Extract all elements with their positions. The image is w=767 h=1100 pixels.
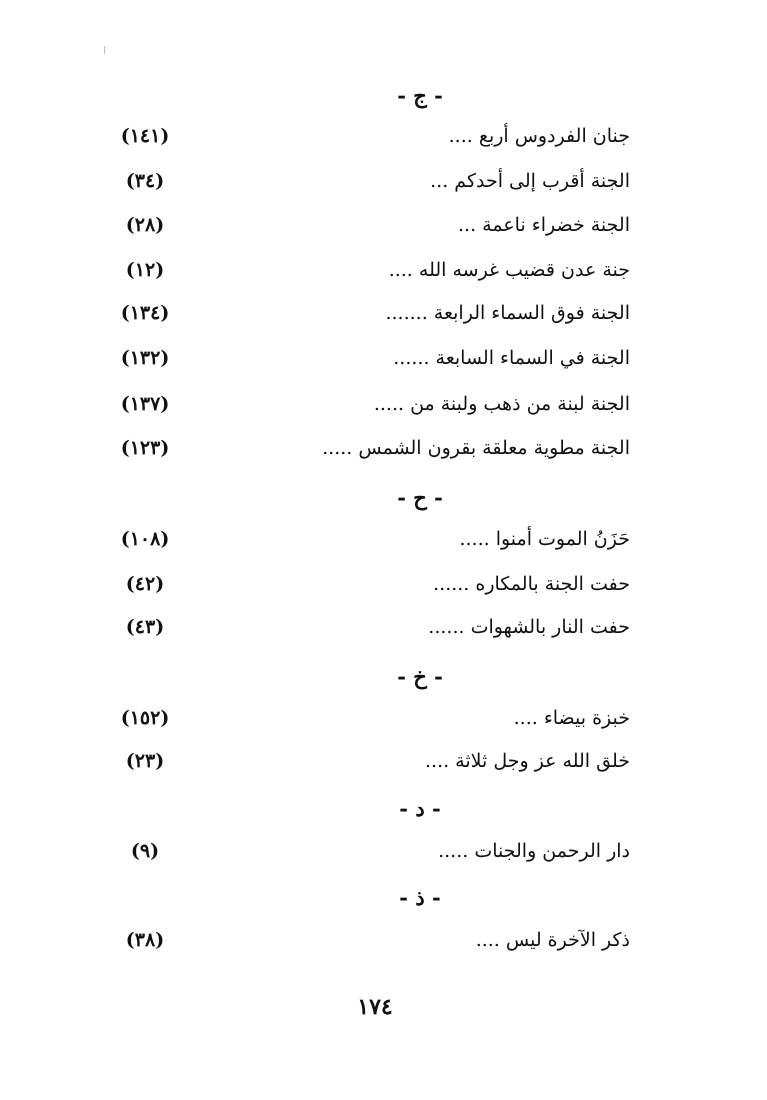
- entry-title: الجنة فوق السماء الرابعة .......: [385, 302, 630, 324]
- entry-title: حفت النار بالشهوات ......: [428, 616, 630, 638]
- index-entry: [100, 612, 630, 642]
- entry-number: (١٣٤): [120, 302, 170, 324]
- entry-number: (١٣٧): [120, 393, 170, 415]
- entry-number: (١٢): [125, 259, 165, 281]
- index-entry: [100, 925, 630, 955]
- entry-number: (١٢٣): [120, 437, 170, 459]
- section-header-dhal: - ذ -: [399, 885, 441, 910]
- entry-title: الجنة خضراء ناعمة ...: [458, 214, 630, 236]
- entry-title: خبزة بيضاء ....: [513, 707, 630, 729]
- index-entry: [100, 255, 630, 285]
- entry-title: ذكر الآخرة ليس ....: [475, 929, 630, 951]
- page-number: ١٧٤: [357, 994, 393, 1020]
- entry-title: خلق الله عز وجل ثلاثة ....: [424, 750, 630, 772]
- index-entry: [100, 524, 630, 554]
- entry-number: (١٤١): [120, 125, 170, 147]
- entry-number: (٢٣): [125, 750, 165, 772]
- entry-number: (٣٨): [125, 929, 165, 951]
- index-entry: [100, 703, 630, 733]
- index-entry: [100, 746, 630, 776]
- entry-number: (٤٢): [125, 573, 165, 595]
- entry-title: الجنة لبنة من ذهب ولبنة من .....: [373, 393, 630, 415]
- index-entry: [100, 298, 630, 328]
- entry-number: (٣٤): [125, 170, 165, 192]
- section-header-ha: - ح -: [397, 485, 443, 510]
- section-header-dal: - د -: [399, 796, 441, 821]
- index-entry: [100, 121, 630, 151]
- index-entry: [100, 210, 630, 240]
- index-entry: [100, 389, 630, 419]
- index-entry: [100, 166, 630, 196]
- entry-title: جنان الفردوس أربع ....: [448, 125, 630, 147]
- entry-title: الجنة أقرب إلى أحدكم ...: [430, 170, 630, 192]
- entry-title: حَزَنُ الموت أمنوا .....: [459, 528, 630, 550]
- entry-number: (٤٣): [125, 616, 165, 638]
- entry-number: (١٥٢): [120, 707, 170, 729]
- entry-title: حفت الجنة بالمكاره ......: [433, 573, 630, 595]
- index-entry: [100, 343, 630, 373]
- entry-number: (١٠٨): [120, 528, 170, 550]
- entry-number: (١٣٢): [120, 347, 170, 369]
- index-entry: [100, 433, 630, 463]
- entry-title: جنة عدن قضيب غرسه الله ....: [388, 259, 630, 281]
- section-header-jim: - ج -: [397, 83, 443, 108]
- margin-mark: [104, 46, 105, 54]
- entry-number: (٩): [130, 840, 160, 862]
- entry-title: دار الرحمن والجنات .....: [438, 840, 630, 862]
- index-entry: [100, 836, 630, 866]
- entry-title: الجنة مطوية معلقة بقرون الشمس .....: [322, 437, 630, 459]
- entry-title: الجنة في السماء السابعة ......: [393, 347, 630, 369]
- section-header-kha: - خ -: [397, 664, 443, 689]
- index-entry: [100, 569, 630, 599]
- entry-number: (٢٨): [125, 214, 165, 236]
